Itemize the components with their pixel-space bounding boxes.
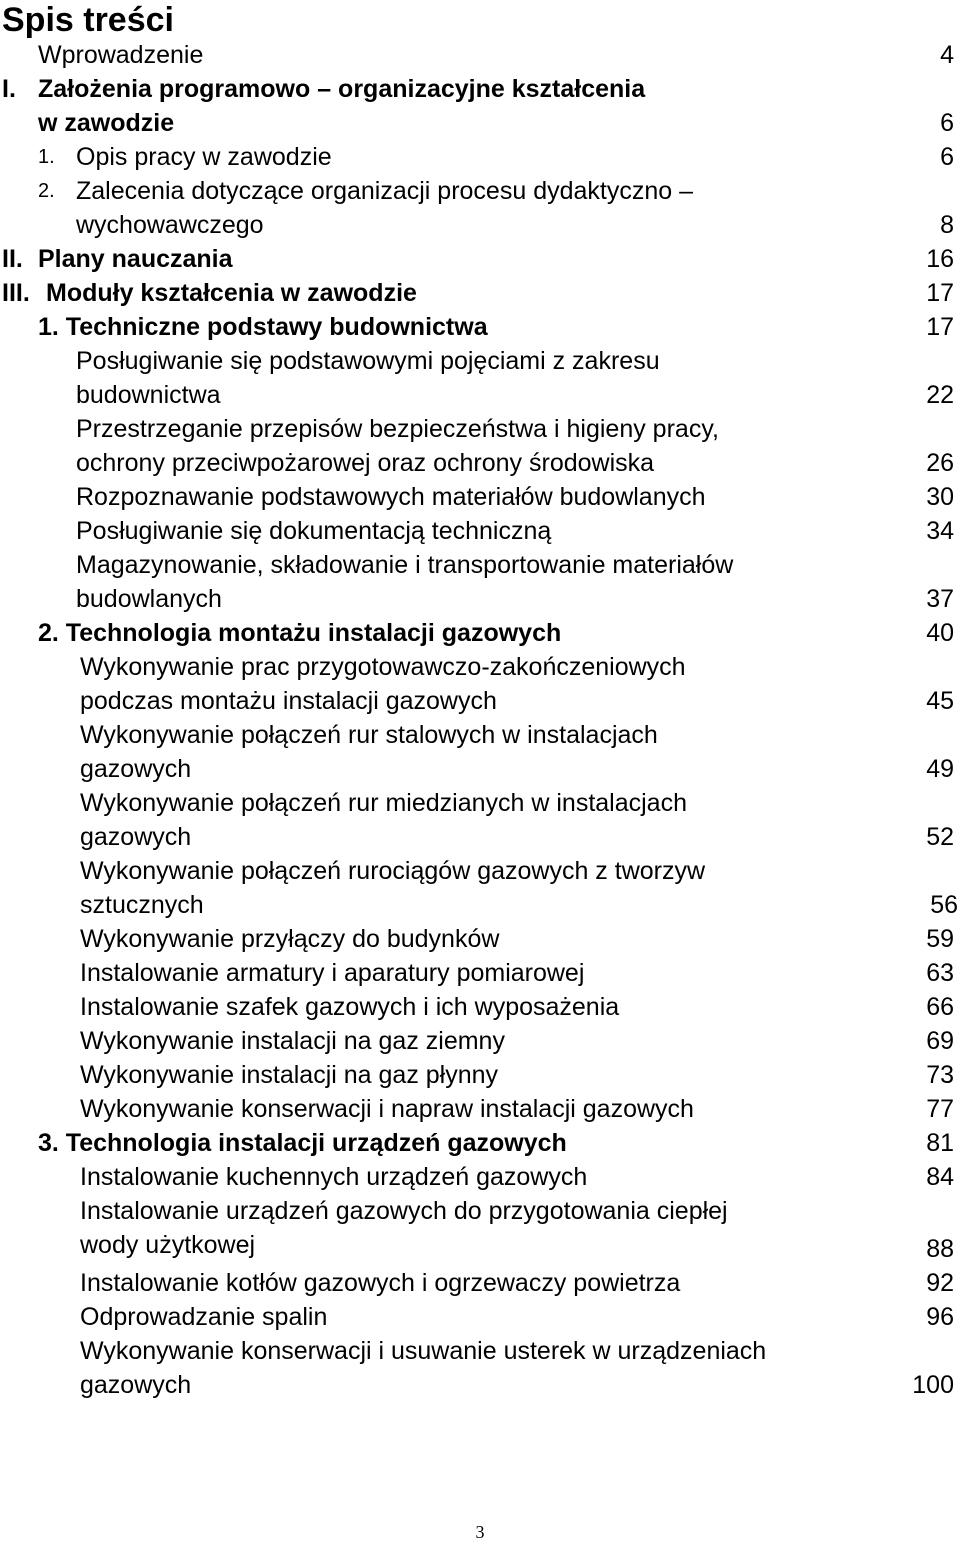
toc-entry-text: Opis pracy w zawodzie xyxy=(76,143,332,171)
toc-entry-number: 1. xyxy=(38,146,55,168)
toc-entry-text: Wykonywanie instalacji na gaz płynny xyxy=(80,1061,499,1089)
toc-entry-number: 2. xyxy=(38,180,55,202)
toc-entry-page: 49 xyxy=(926,755,954,783)
toc-entry-text: Wykonywanie prac przygotowawczo-zakończeniowych xyxy=(80,653,686,681)
toc-entry-text: Posługiwanie się podstawowymi pojęciami z zakresu xyxy=(76,347,660,375)
toc-entry-page: 17 xyxy=(926,279,954,307)
toc-entry-page: 59 xyxy=(926,925,954,953)
toc-entry-text-continued: gazowych xyxy=(80,823,192,851)
toc-entry-number: II. xyxy=(2,245,23,273)
toc-entry-page: 30 xyxy=(926,483,954,511)
toc-entry-page: 26 xyxy=(926,449,954,477)
toc-entry-page: 96 xyxy=(926,1303,954,1331)
toc-entry-text: Wykonywanie połączeń rurociągów gazowych z tworzyw xyxy=(80,857,706,885)
toc-entry-text: Instalowanie szafek gazowych i ich wyposażenia xyxy=(80,993,620,1021)
toc-entry-text: Przestrzeganie przepisów bezpieczeństwa i higieny pracy, xyxy=(76,415,719,443)
toc-entry-number: I. xyxy=(2,75,16,103)
toc-entry-text: Odprowadzanie spalin xyxy=(80,1303,328,1331)
toc-entry-page: 37 xyxy=(926,585,954,613)
toc-entry-text-continued: gazowych xyxy=(80,1371,192,1399)
toc-entry-page: 56 xyxy=(930,891,958,919)
toc-entry-text-continued: podczas montażu instalacji gazowych xyxy=(80,687,497,715)
toc-entry-text-continued: w zawodzie xyxy=(38,109,175,137)
toc-entry-text: Założenia programowo – organizacyjne kształcenia xyxy=(38,75,646,103)
toc-module-heading: 3. Technologia instalacji urządzeń gazowych xyxy=(38,1129,567,1157)
toc-entry-page: 22 xyxy=(926,381,954,409)
toc-entry-text: Zalecenia dotyczące organizacji procesu dydaktyczno – xyxy=(76,177,694,205)
toc-entry-page: 45 xyxy=(926,687,954,715)
toc-entry-page: 100 xyxy=(912,1371,954,1399)
toc-entry-text: Wykonywanie połączeń rur miedzianych w instalacjach xyxy=(80,789,687,817)
toc-module-heading: 1. Techniczne podstawy budownictwa xyxy=(38,313,488,341)
toc-entry-text: Instalowanie kuchennych urządzeń gazowych xyxy=(80,1163,588,1191)
toc-entry-text-continued: budownictwa xyxy=(76,381,221,409)
toc-entry-text: Wykonywanie konserwacji i usuwanie usterek w urządzeniach xyxy=(80,1337,767,1365)
toc-entry-page: 16 xyxy=(926,245,954,273)
toc-entry-page: 40 xyxy=(926,619,954,647)
toc-entry-text-continued: budowlanych xyxy=(76,585,222,613)
toc-entry-text: Instalowanie armatury i aparatury pomiarowej xyxy=(80,959,585,987)
toc-entry-page: 88 xyxy=(926,1235,954,1263)
toc-entry-text-continued: gazowych xyxy=(80,755,192,783)
toc-entry-text: Moduły kształcenia w zawodzie xyxy=(46,279,417,307)
page-number: 3 xyxy=(475,1522,485,1542)
toc-entry-text: Wykonywanie przyłączy do budynków xyxy=(80,925,500,953)
toc-entry-page: 52 xyxy=(926,823,954,851)
toc-entry-page: 17 xyxy=(926,313,954,341)
toc-entry-page: 92 xyxy=(926,1269,954,1297)
toc-entry-text: Instalowanie kotłów gazowych i ogrzewaczy powietrza xyxy=(80,1269,681,1297)
toc-entry-text-continued: sztucznych xyxy=(80,891,204,919)
toc-entry-text-continued: ochrony przeciwpożarowej oraz ochrony środowiska xyxy=(76,449,655,477)
toc-entry-page: 6 xyxy=(940,109,954,137)
toc-entry-text: Plany nauczania xyxy=(38,245,233,273)
toc-entry-page: 6 xyxy=(940,143,954,171)
toc-entry-page: 84 xyxy=(926,1163,954,1191)
toc-title: Spis treści xyxy=(2,1,174,39)
toc-entry-text-continued: wody użytkowej xyxy=(80,1231,256,1259)
toc-entry-number: III. xyxy=(2,279,30,307)
toc-entry-text: Instalowanie urządzeń gazowych do przygotowania ciepłej xyxy=(80,1197,728,1225)
toc-entry-page: 4 xyxy=(940,41,954,69)
toc-entry-page: 34 xyxy=(926,517,954,545)
toc-entry-text-continued: wychowawczego xyxy=(76,211,264,239)
toc-entry-text: Wykonywanie konserwacji i napraw instalacji gazowych xyxy=(80,1095,694,1123)
toc-entry-page: 63 xyxy=(926,959,954,987)
toc-entry-page: 8 xyxy=(940,211,954,239)
toc-entry-text: Wprowadzenie xyxy=(38,41,204,69)
toc-entry-text: Magazynowanie, składowanie i transportowanie materiałów xyxy=(76,551,734,579)
toc-entry-page: 73 xyxy=(926,1061,954,1089)
toc-entry-text: Wykonywanie połączeń rur stalowych w instalacjach xyxy=(80,721,658,749)
toc-entry-page: 66 xyxy=(926,993,954,1021)
toc-entry-page: 81 xyxy=(926,1129,954,1157)
toc-entry-page: 77 xyxy=(926,1095,954,1123)
toc-module-heading: 2. Technologia montażu instalacji gazowych xyxy=(38,619,562,647)
toc-entry-text: Wykonywanie instalacji na gaz ziemny xyxy=(80,1027,505,1055)
toc-entry-text: Rozpoznawanie podstawowych materiałów budowlanych xyxy=(76,483,706,511)
toc-entry-page: 69 xyxy=(926,1027,954,1055)
toc-entry-text: Posługiwanie się dokumentacją techniczną xyxy=(76,517,552,545)
